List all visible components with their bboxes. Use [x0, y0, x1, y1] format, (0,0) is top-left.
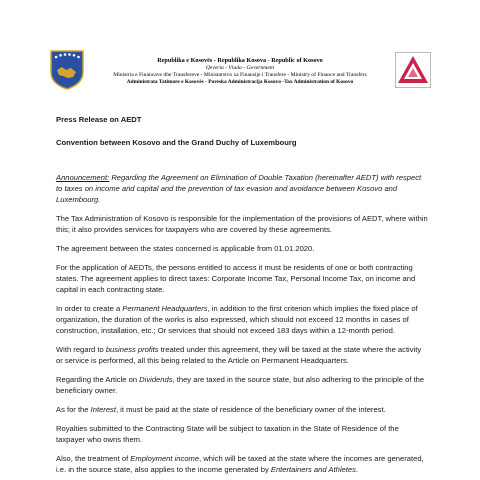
paragraph-permanent-headquarters	[56, 303, 428, 336]
paragraph-royalties: Royalties submitted to the Contracting State will be subject to taxation in the State of Residence of the taxpayer who owns them.	[56, 424, 399, 444]
p9-emphasis-2: Entertainers and Athletes	[270, 465, 356, 474]
paragraph-residents: For the application of AEDTs, the persons entitled to access it must be residents of one or both contracting states. The agreement applies to direct taxes: Corporate Income Tax, Personal Income Tax, on income and capital in each contracting state.	[56, 263, 416, 294]
announcement-text: Regarding the Agreement on Elimination of Double Taxation (hereinafter AEDT) with respect to taxes on income and capital and the prevention of tax evasion and avoidance between Kosovo and Luxembourg.	[56, 173, 422, 204]
letterhead	[0, 0, 480, 100]
paragraph-dividends	[56, 374, 428, 396]
p7-emphasis: Interest	[90, 405, 116, 414]
paragraph-interest	[56, 404, 428, 415]
p6-emphasis: Dividends	[139, 375, 173, 384]
p5-emphasis: business profits	[105, 345, 159, 354]
p9-text-b: , which will be taxed at the state where the incomes are generated, i.e. in the source state, also applies to the income generated by	[56, 454, 424, 474]
p5-text-b: treated under this agreement, they will be taxed at the state where the activity or service is performed, all this being related to the Article on Permanent Headquarters.	[56, 345, 422, 365]
announcement-label: Announcement:	[56, 173, 110, 182]
convention-title: Convention between Kosovo and the Grand Duchy of Luxembourg	[56, 138, 297, 147]
paragraph-business-profits	[56, 344, 428, 366]
p9-emphasis-1: Employment income	[130, 454, 200, 463]
press-release-title: Press Release on AEDT	[56, 115, 142, 124]
p6-text-a: Regarding the Article on	[56, 375, 140, 384]
announcement-paragraph	[56, 172, 428, 205]
p4-emphasis: Permanent Headquarters	[122, 304, 208, 313]
p9-text-a: Also, the treatment of	[56, 454, 131, 463]
paragraph-employment-income	[56, 453, 428, 475]
paragraph-responsibility: The Tax Administration of Kosovo is responsible for the implementation of the provisions of AEDT, where within this; it also provides services for taxpayers who are covered by these agreements.	[56, 214, 428, 234]
p9-text-c: .	[355, 465, 358, 474]
p6-text-b: , they are taxed in the source state, but also adhering to the principle of the beneficiary owner.	[56, 375, 425, 395]
p7-text-b: , it must be paid at the state of residence of the beneficiary owner of the interest.	[115, 405, 386, 414]
kosovo-emblem-icon	[50, 50, 84, 90]
p7-text-a: As for the	[56, 405, 91, 414]
p4-text-b: , in addition to the first criterion which implies the fixed place of organization, the duration of the works is also expressed, which should not exceed 12 months in cases of construction, installation, etc.; Or services that should not exceed 183 days within a 12-month period.	[56, 304, 418, 335]
tax-administration-logo-icon	[395, 52, 431, 88]
header-government: Qeveria - Vlada - Government	[205, 65, 275, 71]
paragraph-applicability: The agreement between the states concerned is applicable from 01.01.2020.	[56, 244, 315, 253]
letterhead-text	[100, 57, 380, 86]
header-tax-administration: Administrata Tatimore e Kosovës - Poreska Administracija Kosovo -Tax Administration of Kosovo	[126, 79, 354, 85]
header-republic: Republika e Kosovës - Republika Kosova - Republic of Kosovo	[157, 57, 323, 64]
header-ministry: Ministria e Financave dhe Transfereve - Ministarstvo za Finansije i Transfere - Ministry of Finance and Transfers	[113, 72, 367, 78]
p5-text-a: With regard to	[56, 345, 106, 354]
press-release-body	[56, 114, 428, 475]
p4-text-a: In order to create a	[56, 304, 123, 313]
